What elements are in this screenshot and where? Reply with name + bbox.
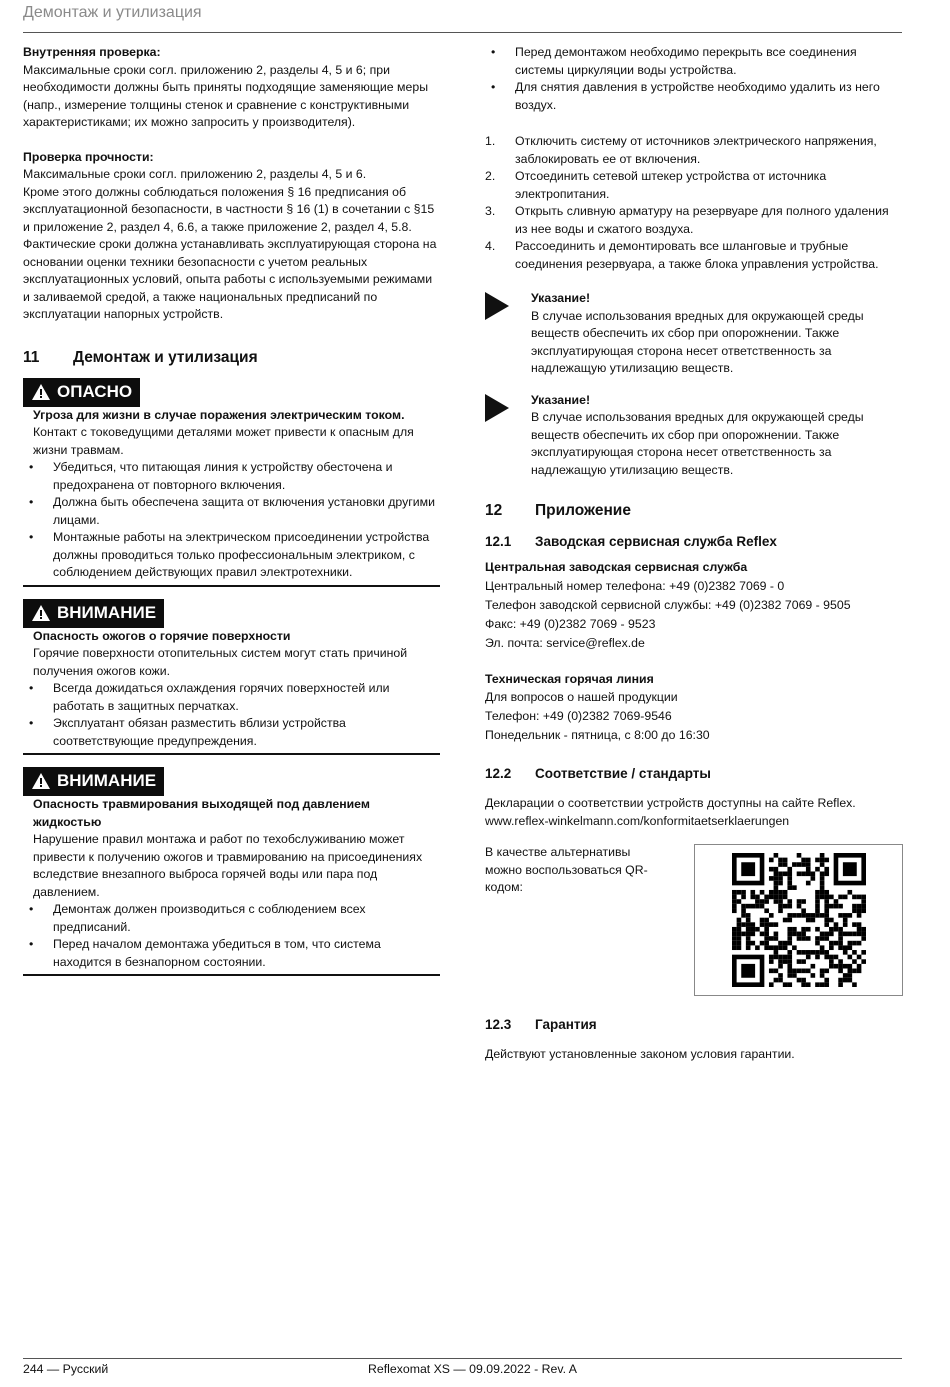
right-column: [485, 44, 903, 1064]
section-number: 11: [23, 348, 40, 366]
note-block: [485, 290, 903, 378]
caution-text: Горячие поверхности отопительных систем могут стать причиной получения ожогов кожи.: [33, 646, 408, 678]
warning-triangle-icon: [31, 604, 51, 622]
list-item: • Эксплуатант обязан разместить вблизи устройства соответствующие предупреждения.: [23, 715, 440, 750]
list-item: • Монтажные работы на электрическом присоединении устройства должны проводиться только профессиональным электриком, с соблюдением действующих правил электротехники.: [23, 529, 440, 582]
list-item: • Для снятия давления в устройстве необходимо удалить из него воздух.: [485, 79, 903, 114]
page-header: Демонтаж и утилизация: [23, 4, 202, 21]
hotline-line: Понедельник - пятница, с 8:00 до 16:30: [485, 728, 710, 742]
qr-text: В качестве альтернативы можно воспользоваться QR-кодом:: [485, 845, 648, 894]
hotline-title: Техническая горячая линия: [485, 671, 654, 686]
section-title: Гарантия: [535, 1017, 597, 1032]
caution-bullets: [23, 901, 440, 971]
caution-badge-label: ВНИМАНИЕ: [57, 771, 157, 790]
section-11-heading: [23, 348, 440, 368]
danger-rule: [23, 585, 440, 587]
footer-page-info: 244 — Русский: [23, 1362, 109, 1376]
danger-text: Контакт с токоведущими деталями может привести к опасным для жизни травмам.: [33, 425, 414, 457]
header-rule: [23, 32, 902, 33]
strength-check-line1: Максимальные сроки согл. приложению 2, разделы 4, 5 и 6.: [23, 167, 367, 181]
caution-text: Нарушение правил монтажа и работ по техобслуживанию может привести к получению ожогов и травмированию на присоединениях вследствие внезапного выброса горячей воды или пара под давлением.: [33, 832, 423, 899]
danger-badge-label: ОПАСНО: [57, 381, 133, 401]
section-12-3-heading: [485, 1016, 903, 1034]
list-item: • Демонтаж должен производиться с соблюдением всех предписаний.: [23, 901, 440, 936]
qr-row: [485, 844, 903, 996]
conformity-text: Декларации о соответствии устройств доступны на сайте Reflex.: [485, 796, 856, 810]
section-number: 12.2: [485, 766, 512, 781]
danger-title: Угроза для жизни в случае поражения электрическим током.: [33, 407, 405, 422]
section-title: Приложение: [535, 502, 631, 519]
caution-badge: [23, 599, 164, 628]
caution-block-burns: [23, 599, 440, 756]
note-text: В случае использования вредных для окружающей среды веществ обеспечить их сбор при опорожнении. Также эксплуатирующая сторона несет ответственность за надлежащую утилизацию веществ.: [531, 410, 864, 477]
left-column: [23, 44, 440, 976]
danger-block: [23, 378, 440, 587]
danger-bullets: [23, 459, 440, 582]
section-12-heading: [485, 501, 903, 521]
list-item: 3. Открыть сливную арматуру на резервуаре для полного удаления из нее воды и сжатого воздуха.: [485, 204, 889, 236]
warranty-text: Действуют установленные законом условия гарантии.: [485, 1047, 795, 1061]
note-arrow-icon: [485, 292, 509, 320]
note-text: В случае использования вредных для окружающей среды веществ обеспечить их сбор при опорожнении. Также эксплуатирующая сторона несет ответственность за надлежащую утилизацию веществ.: [531, 308, 864, 375]
caution-title: Опасность травмирования выходящей под давлением жидкостью: [33, 797, 370, 829]
caution-badge-label: ВНИМАНИЕ: [57, 602, 157, 622]
footer-rule: [23, 1358, 902, 1359]
caution-badge: [23, 767, 164, 796]
list-item: • Всегда дожидаться охлаждения горячих поверхностей или работать в защитных перчатках.: [23, 680, 440, 715]
section-number: 12.3: [485, 1017, 512, 1032]
list-item: • Перед началом демонтажа убедиться в том, что система находится в безнапорном состоянии.: [23, 936, 440, 971]
section-title: Соответствие / стандарты: [535, 766, 711, 781]
caution-rule: [23, 753, 440, 755]
section-title: Демонтаж и утилизация: [73, 348, 258, 366]
caution-block-pressure: [23, 767, 440, 976]
service-line: Эл. почта: service@reflex.de: [485, 635, 645, 650]
warning-triangle-icon: [31, 383, 51, 401]
list-item: • Должна быть обеспечена защита от включения установки другими лицами.: [23, 494, 440, 529]
hotline-line: Телефон: +49 (0)2382 7069-9546: [485, 709, 672, 723]
hotline-line: Для вопросов о нашей продукции: [485, 690, 678, 704]
danger-badge: [23, 378, 140, 407]
prep-bullets: [485, 44, 903, 114]
internal-check-text: Максимальные сроки согл. приложению 2, разделы 4, 5 и 6; при необходимости должны быть приняты подходящие заменяющие меры (напр., измерение толщины стенок и сравнение с конструктивными характеристиками; их можно запросить у производителя).: [23, 62, 429, 129]
section-12-2-heading: [485, 765, 903, 783]
service-line: Центральный номер телефона: +49 (0)2382 7069 - 0: [485, 578, 785, 593]
list-item: 2. Отсоединить сетевой штекер устройства от источника электропитания.: [485, 169, 827, 201]
service-subtitle: Центральная заводская сервисная служба: [485, 560, 748, 574]
strength-check-title: Проверка прочности:: [23, 149, 154, 164]
section-12-1-heading: [485, 533, 903, 551]
note-title: Указание!: [531, 392, 591, 407]
qr-code-icon[interactable]: [732, 853, 866, 987]
caution-bullets: [23, 680, 440, 750]
list-item: • Перед демонтажом необходимо перекрыть все соединения системы циркуляции воды устройства.: [485, 44, 903, 79]
caution-rule: [23, 974, 440, 976]
footer-doc-info: Reflexomat XS — 09.09.2022 - Rev. A: [368, 1362, 577, 1376]
dismantling-steps: [485, 133, 903, 273]
section-number: 12.1: [485, 534, 512, 549]
note-block: [485, 392, 903, 480]
service-line: Факс: +49 (0)2382 7069 - 9523: [485, 616, 656, 631]
note-title: Указание!: [531, 291, 591, 305]
strength-check-line3: Фактические сроки должна устанавливать эксплуатирующая сторона на основании оценки техники безопасности с учетом реальных эксплуатационных условий, опыта работы с используемыми режимами и заливаемой средой, а также национальных предписаний по эксплуатации напорных устройств.: [23, 237, 437, 321]
conformity-link[interactable]: www.reflex-winkelmann.com/konformitaetserklaerungen: [485, 813, 790, 828]
list-item: 1. Отключить систему от источников электрического напряжения, заблокировать ее от включения.: [485, 134, 877, 166]
caution-title: Опасность ожогов о горячие поверхности: [33, 628, 291, 643]
qr-box: [694, 844, 903, 996]
strength-check-line2: Кроме этого должны соблюдаться положения § 16 предписания об эксплуатационной безопасности, в частности § 16 (1) в сочетании с §15 и приложение 2, раздел 4, 6.6, а также приложение 2, раздел 4, 5.8.: [23, 184, 435, 234]
section-title: Заводская сервисная служба Reflex: [535, 534, 777, 549]
service-line: Телефон заводской сервисной службы: +49 (0)2382 7069 - 9505: [485, 597, 851, 612]
warning-triangle-icon: [31, 772, 51, 790]
list-item: • Убедиться, что питающая линия к устройству обесточена и предохранена от повторного включения.: [23, 459, 440, 494]
section-number: 12: [485, 502, 503, 519]
note-arrow-icon: [485, 394, 509, 422]
internal-check-title: Внутренняя проверка:: [23, 45, 161, 59]
list-item: 4. Рассоединить и демонтировать все шланговые и трубные соединения резервуара, а также блока управления устройства.: [485, 239, 879, 271]
